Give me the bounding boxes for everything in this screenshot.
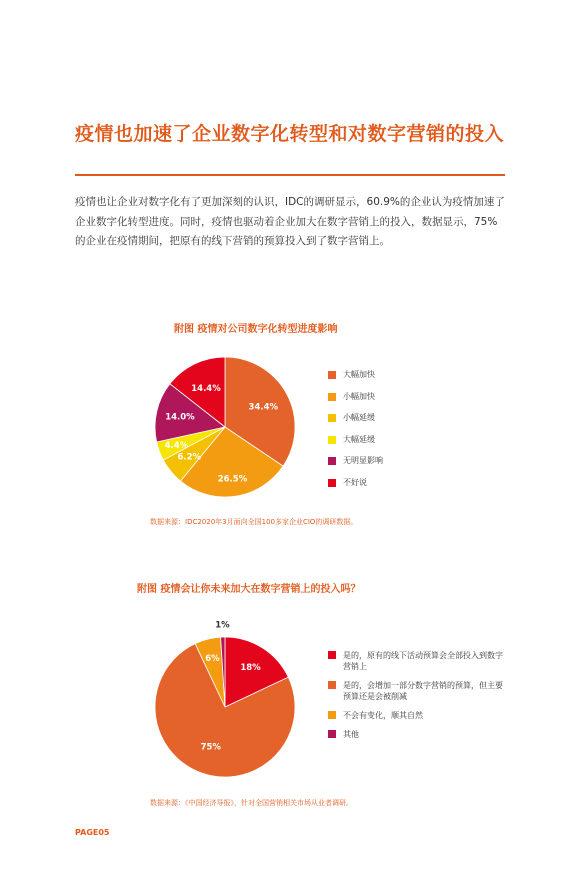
legend-label: 不好说 <box>343 477 367 487</box>
slice-value-label: 34.4% <box>248 402 279 413</box>
legend-item <box>328 729 503 740</box>
legend-item <box>328 650 503 672</box>
slice-value-label: 75% <box>200 742 221 753</box>
slice-value-label: 14.4% <box>191 383 221 394</box>
legend-swatch <box>328 436 336 444</box>
legend-swatch <box>328 730 336 738</box>
legend-label: 小幅延缓 <box>343 413 375 422</box>
chart1-source: 数据来源：IDC2020年3月面向全国100多家企业CIO的调研数据。 <box>150 518 358 526</box>
slice-value-label: 18% <box>240 662 261 673</box>
slice-value-label: 1% <box>215 620 230 631</box>
legend-swatch <box>328 681 336 689</box>
legend-item <box>328 392 383 414</box>
legend-label: 是的，会增加一部分数字营销的预算，但主要预算还是会被削减 <box>343 681 503 701</box>
chart1-pie <box>150 352 300 502</box>
intro-paragraph: 疫情也让企业对数字化有了更加深刻的认识，IDC的调研显示，60.9%的企业认为疫情加速了企业数字化转型进度。同时，疫情也驱动着企业加大在数字营销上的投入，数据显示，75%的企业在疫情期间，把原有的线下营销的预算投入到了数字营销上。 <box>75 196 505 247</box>
legend-item <box>328 710 503 721</box>
legend-item <box>328 456 383 478</box>
legend-swatch <box>328 393 336 401</box>
legend-swatch <box>328 651 336 659</box>
chart2-pie <box>150 620 300 782</box>
slice-value-label: 4.4% <box>164 440 189 451</box>
slice-value-label: 26.5% <box>217 474 248 485</box>
legend-label: 不会有变化，顺其自然 <box>343 711 423 720</box>
legend-swatch <box>328 371 336 379</box>
legend-label: 是的，原有的线下活动预算会全部投入到数字营销上 <box>343 651 503 671</box>
chart2-title: 附图 疫情会让你未来加大在数字营销上的投入吗？ <box>137 584 361 595</box>
legend-label: 大幅加快 <box>343 370 375 379</box>
legend-item <box>328 370 383 392</box>
legend-item <box>328 478 383 500</box>
legend-label: 大幅延缓 <box>343 434 375 444</box>
slice-value-label: 14.0% <box>165 412 195 423</box>
slice-value-label: 6.2% <box>177 452 202 463</box>
legend-swatch <box>328 711 336 719</box>
page-title: 疫情也加速了企业数字化转型和对数字营销的投入 <box>75 123 505 145</box>
page-number: PAGE05 <box>75 828 110 837</box>
legend-swatch <box>328 457 336 465</box>
chart2-source: 数据来源：《中国经济导报》，针对全国营销相关市场从业者调研。 <box>150 799 353 807</box>
legend-swatch <box>328 414 336 422</box>
chart2-legend <box>328 650 503 748</box>
legend-label: 小幅加快 <box>343 391 375 401</box>
chart1-legend <box>328 370 383 499</box>
legend-item <box>328 435 383 457</box>
legend-swatch <box>328 479 336 487</box>
title-divider <box>75 174 505 176</box>
legend-label: 其他 <box>343 730 359 739</box>
slice-value-label: 6% <box>205 654 220 665</box>
legend-item <box>328 413 383 435</box>
chart1-title: 附图 疫情对公司数字化转型进度影响 <box>174 324 338 335</box>
legend-item <box>328 680 503 702</box>
legend-label: 无明显影响 <box>343 456 383 465</box>
